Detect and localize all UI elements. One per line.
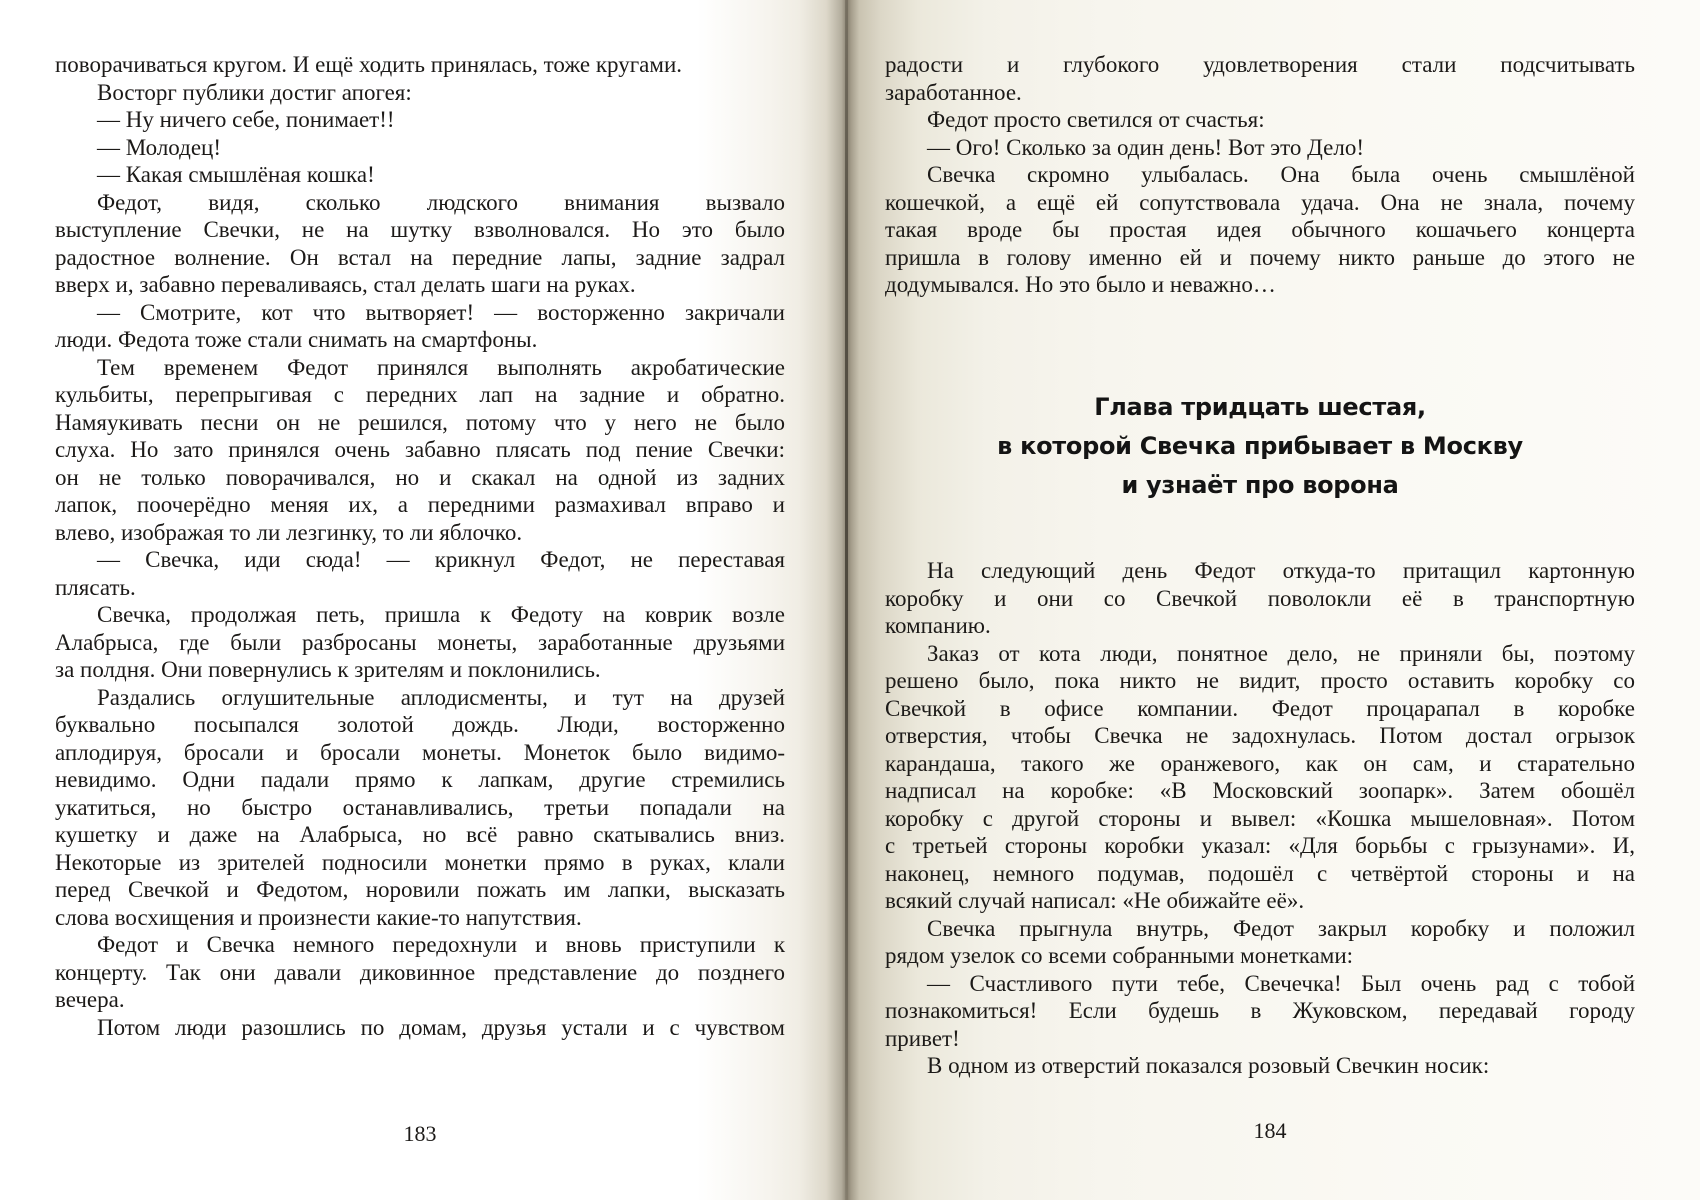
text-line: Свечка прыгнула внутрь, Федот закрыл коробку и положил	[927, 915, 1635, 941]
text-line: Некоторые из зрителей подносили монетки прямо в руках, клали	[55, 849, 785, 875]
left-page-number: 183	[403, 1121, 437, 1146]
text-line: Свечка скромно улыбалась. Она была очень смышлёной	[927, 162, 1635, 187]
text-line: всякий случай написал: «Не обижайте её».	[885, 888, 1305, 913]
text-line: Потом люди разошлись по домам, друзья устали и с чувством	[97, 1014, 785, 1040]
text-line: влево, изображая то ли лезгинку, то ли яблочко.	[55, 519, 523, 545]
text-line: за полдня. Они повернулись к зрителям и поклонились.	[55, 657, 601, 682]
right-page-text-after-heading	[885, 557, 1635, 1080]
chapter-heading-line: в которой Свечка прибывает в Москву	[997, 432, 1523, 460]
text-line: укатиться, но быстро останавливались, третьи попадали на	[55, 794, 785, 820]
text-line: Свечкой в офисе компании. Федот процарапал в коробке	[885, 695, 1635, 721]
text-line: На следующий день Федот откуда-то притащил картонную	[927, 558, 1635, 583]
left-page	[0, 0, 845, 1200]
text-line: с третьей стороны коробки указал: «Для борьбы с грызунами». И,	[885, 833, 1635, 858]
text-line: Тем временем Федот принялся выполнять акробатические	[97, 354, 785, 380]
text-line: рядом узелок со всеми собранными монетками:	[885, 943, 1354, 968]
text-line: — Молодец!	[97, 134, 222, 160]
text-line: поворачиваться кругом. И ещё ходить принялась, тоже кругами.	[55, 52, 683, 77]
text-line: радостное волнение. Он встал на передние лапы, задние задрал	[55, 244, 785, 270]
right-page-number: 184	[1253, 1118, 1287, 1143]
text-line: наконец, немного подумав, подошёл с четвёртой стороны и на	[885, 860, 1635, 886]
text-line: Федот просто светился от счастья:	[927, 107, 1265, 132]
text-line: вечера.	[55, 987, 125, 1012]
text-line: лапок, поочерёдно меняя их, а передними размахивал вправо и	[55, 492, 785, 517]
text-line: — Свечка, иди сюда! — крикнул Федот, не переставая	[97, 547, 785, 572]
text-line: плясать.	[55, 574, 136, 600]
text-line: слуха. Но зато принялся очень забавно плясать под пение Свечки:	[55, 437, 785, 462]
text-line: — Счастливого пути тебе, Свечечка! Был очень рад с тобой	[927, 970, 1635, 996]
text-line: он не только поворачивался, но и скакал на одной из задних	[55, 464, 785, 490]
chapter-heading	[885, 388, 1635, 505]
chapter-heading-line: и узнаёт про ворона	[1121, 471, 1399, 499]
text-line: Заказ от кота люди, понятное дело, не приняли бы, поэтому	[927, 640, 1635, 666]
text-line: компанию.	[885, 613, 991, 638]
text-line: буквально посыпался золотой дождь. Люди, восторженно	[55, 712, 785, 737]
text-line: надписал на коробке: «В Московский зоопарк». Затем обошёл	[885, 778, 1635, 803]
text-line: люди. Федота тоже стали снимать на смартфоны.	[55, 327, 538, 352]
text-line: коробку с другой стороны и вывел: «Кошка мышеловная». Потом	[885, 805, 1635, 831]
right-page-text-before-heading	[885, 51, 1635, 299]
text-line: — Ого! Сколько за один день! Вот это Дело!	[927, 134, 1364, 160]
text-line: Федот и Свечка немного передохнули и вновь приступили к	[97, 932, 785, 957]
text-line: познакомиться! Если будешь в Жуковском, передавай городу	[885, 998, 1635, 1023]
text-line: — Смотрите, кот что вытворяет! — восторженно закричали	[97, 299, 785, 325]
text-line: решено было, пока никто не видит, просто оставить коробку со	[885, 668, 1635, 693]
text-line: кульбиты, перепрыгивая с передних лап на задние и обратно.	[55, 382, 785, 407]
text-line: пришла в голову именно ей и почему никто раньше до этого не	[885, 244, 1635, 270]
text-line: аплодируя, бросали и бросали монеты. Монеток было видимо-	[55, 739, 785, 765]
text-line: кошечкой, а ещё ей сопутствовала удача. Она не знала, почему	[885, 189, 1635, 215]
text-line: Восторг публики достиг апогея:	[97, 79, 412, 105]
text-line: такая вроде бы простая идея обычного кошачьего концерта	[885, 217, 1635, 242]
text-line: отверстия, чтобы Свечка не задохнулась. Потом достал огрызок	[885, 723, 1635, 748]
text-line: перед Свечкой и Федотом, норовили пожать им лапки, высказать	[55, 877, 785, 902]
left-page-text	[55, 51, 785, 1041]
text-line: радости и глубокого удовлетворения стали подсчитывать	[885, 52, 1635, 77]
text-line: кушетку и даже на Алабрыса, но всё равно скатывались вниз.	[55, 822, 785, 847]
text-line: концерту. Так они давали диковинное представление до позднего	[55, 959, 785, 985]
text-line: привет!	[885, 1025, 960, 1051]
text-line: Федот, видя, сколько людского внимания вызвало	[97, 189, 785, 215]
text-line: выступление Свечки, не на шутку взволновался. Но это было	[55, 217, 785, 242]
text-line: В одном из отверстий показался розовый Свечкин носик:	[927, 1053, 1490, 1078]
text-line: заработанное.	[885, 79, 1022, 105]
text-line: Алабрыса, где были разбросаны монеты, заработанные друзьями	[55, 629, 785, 655]
text-line: вверх и, забавно переваливаясь, стал делать шаги на руках.	[55, 272, 636, 297]
text-line: додумывался. Но это было и неважно…	[885, 272, 1276, 297]
text-line: Намяукивать песни он не решился, потому что у него не было	[55, 409, 785, 435]
right-page	[848, 0, 1700, 1200]
text-line: — Ну ничего себе, понимает!!	[97, 107, 395, 132]
chapter-heading-line: Глава тридцать шестая,	[1094, 393, 1426, 421]
text-line: коробку и они со Свечкой поволокли её в транспортную	[885, 585, 1635, 611]
text-line: слова восхищения и произнести какие-то напутствия.	[55, 904, 582, 930]
text-line: Свечка, продолжая петь, пришла к Федоту на коврик возле	[97, 602, 785, 627]
text-line: невидимо. Одни падали прямо к лапкам, другие стремились	[55, 767, 785, 792]
text-line: карандаша, такого же оранжевого, как он сам, и старательно	[885, 750, 1635, 776]
text-line: Раздались оглушительные аплодисменты, и тут на друзей	[97, 684, 785, 710]
text-line: — Какая смышлёная кошка!	[97, 162, 375, 187]
